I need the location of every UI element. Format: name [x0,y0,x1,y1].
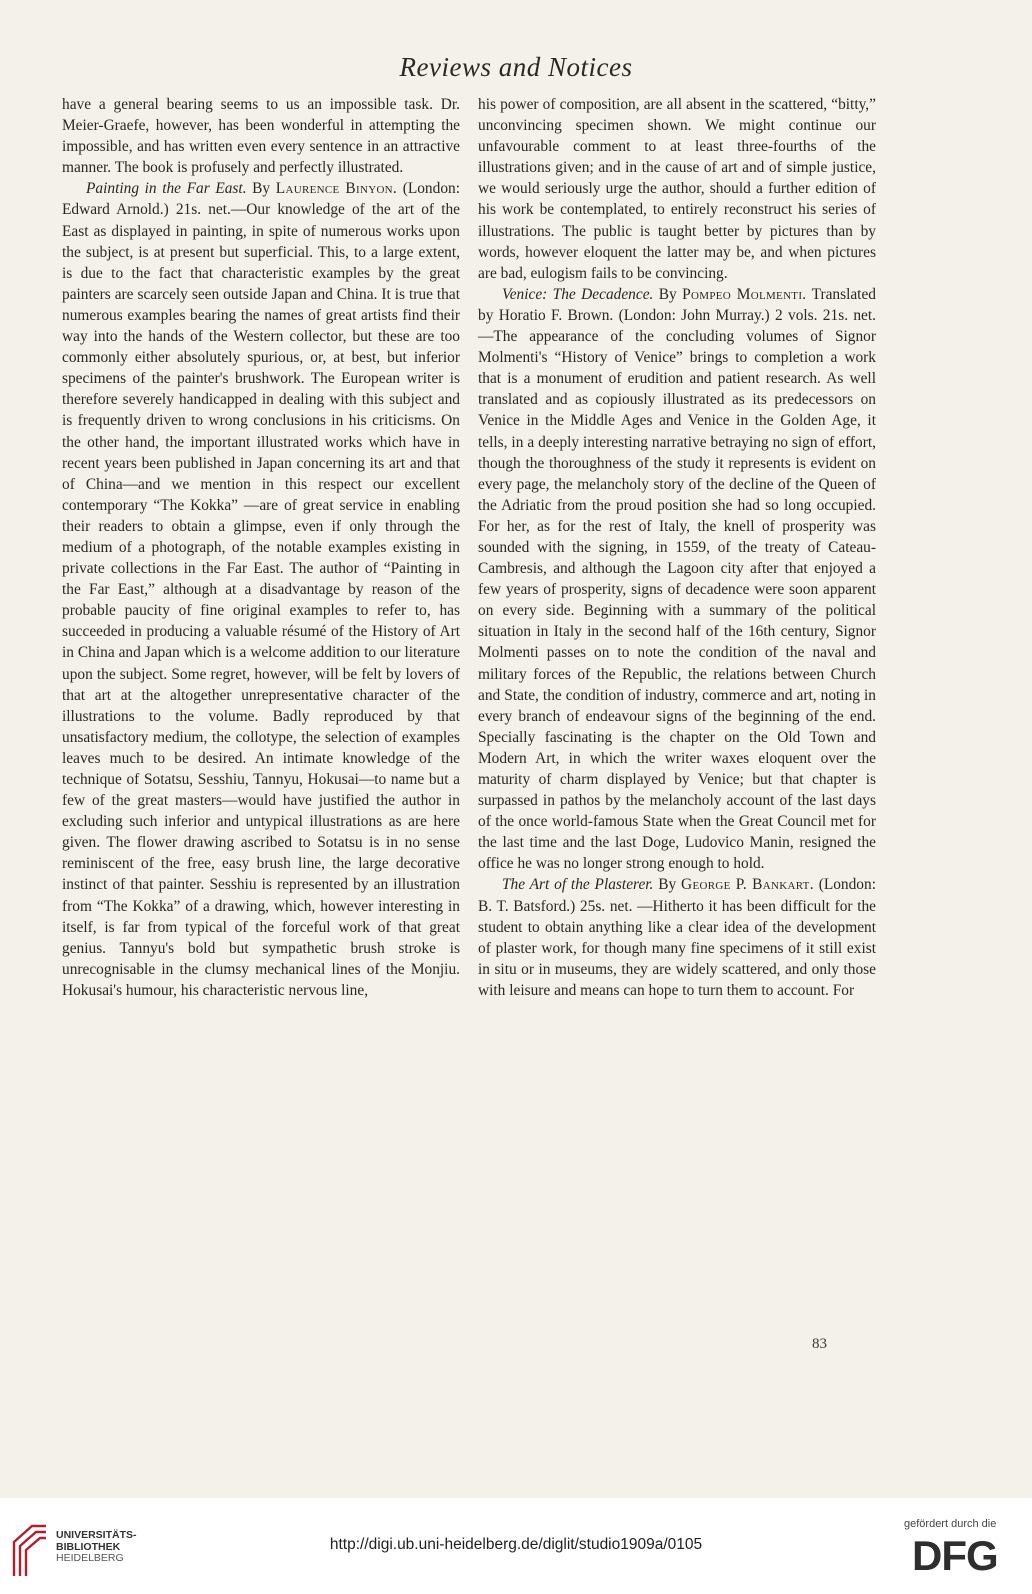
review-author: George P. Bankart. [681,876,814,894]
review-title: Painting in the Far East. [86,180,247,198]
digitization-footer [0,1498,1032,1594]
paragraph-text: (London: Edward Arnold.) 21s. net.—Our knowledge of the art of the East as displayed in painting, in spite of numerous works upon the subject, is at present but superficial. This, to a large extent, is due to the fact that characteristic examples by the great painters are scarcely seen outside Japan and China. It is true that numerous examples bearing the names of great artists find their way into the hands of the Western collector, but these are too commonly either absolutely spurious, or, at best, but inferior specimens of the painter's brushwork. The European writer is therefore severely handicapped in dealing with this subject and is frequently driven to wrong conclusions in his criticisms. On the other hand, the important illustrated works which have in recent years been published in Japan concerning its art and that of China—and we mention in this respect our excellent contemporary “The Kokka” —are of great service in enabling their readers to obtain a glimpse, even if only through the medium of a photograph, of the notable examples existing in private collections in the Far East. The author of “Painting in the Far East,” although at a disadvantage by reason of the probable paucity of fine original examples to refer to, has succeeded in producing a valuable résumé of the History of Art in China and Japan which is a welcome addition to our literature upon the subject. Some regret, however, will be felt by lovers of that art at the altogether unrepresentative character of the illustrations to the volume. Badly reproduced by that unsatisfactory medium, the collotype, the selection of examples leaves much to be desired. An intimate knowledge of the technique of Sotatsu, Sesshiu, Tannyu, Hokusai—to name but a few of the great masters—would have justified the author in excluding such inferior and untypical illustrations as are here given. The flower drawing ascribed to Sotatsu is in no sense reminiscent of the free, easy brush line, the large decorative instinct of that painter. Sesshiu is represented by an illustration from “The Kokka” of a drawing, which, however interesting in itself, is far from typical of the forceful work of that great genius. Tannyu's bold but sympathetic brush stroke is unrecognisable in the clumsy mechanical lines of the Monjiu. Hokusai's humour, his characteristic nervous line, [62,180,460,999]
right-paragraph-3 [478,874,876,1001]
paragraph-text: (London: B. T. Batsford.) 25s. net. —Hitherto it has been difficult for the student to obtain anything like a clear idea of the development of plaster work, for though many fine specimens of it still exist in situ or in museums, they are widely scattered, and only those with leisure and means can hope to turn them to account. For [478,876,876,999]
library-name-line: BIBLIOTHEK [56,1540,121,1553]
library-name-line: HEIDELBERG [56,1552,124,1564]
review-author: Laurence Binyon. [275,180,398,198]
paragraph-text: his power of composition, are all absent in the scattered, “bitty,” unconvincing specimen shown. We might continue our unfavourable comment to at least three-fourths of the illustrations given; and in the cause of art and of simple justice, we would seriously urge the author, should a further edition of his work be contemplated, to entirely reconstruct his series of illustrations. The public is taught better by pictures than by words, however eloquent the latter may be, and when pictures are bad, eulogism fails to be convincing. [478,96,876,282]
source-url-link[interactable]: http://digi.ub.uni-heidelberg.de/diglit/studio1909a/0105 [329,1536,703,1553]
running-head: Reviews and Notices [399,52,633,82]
review-title: Venice: The Decadence. [502,285,654,303]
by-word: By [252,180,271,198]
left-paragraph-1 [62,94,460,178]
by-word: By [658,285,677,303]
funding-caption: gefördert durch die [904,1518,997,1530]
right-paragraph-2 [478,284,876,875]
paragraph-text: have a general bearing seems to us an impossible task. Dr. Meier-Graefe, however, has been wonderful in attempting the impossible, and has written even every sentence in an attractive manner. The book is profusely and perfectly illustrated. [62,96,460,177]
library-name-line: UNIVERSITÄTS- [56,1529,137,1541]
right-paragraph-1 [478,94,876,284]
review-author: Pompeo Molmenti. [682,285,807,303]
paragraph-text: Translated by Horatio F. Brown. (London: John Murray.) 2 vols. 21s. net.—The appearance of the concluding volumes of Signor Molmenti's “History of Venice” brings to completion a work that is a monument of erudition and patient research. As well translated and as copiously illustrated as its predecessors on Venice in the Middle Ages and Venice in the Golden Age, it tells, in a deeply interesting narrative betraying no sign of effort, though the thoroughness of the study it represents is evident on every page, the melancholy story of the decline of the Queen of the Adriatic from the proud position she had so long occupied. For her, as for the rest of Italy, the knell of prosperity was sounded with the signing, in 1559, of the treaty of Cateau-Cambresis, and although the Lagoon city after that enjoyed a few years of prosperity, signs of decadence were soon apparent on every side. Beginning with a summary of the political situation in Italy in the second half of the 16th century, Signor Molmenti passes on to note the condition of the naval and military forces of the Republic, the relations between Church and State, the condition of industry, commerce and art, noting in every branch of endeavour signs of the beginning of the end. Specially fascinating is the chapter on the Old Town and Modern Art, in which the writer waxes eloquent over the maturity of charm displayed by Venice; but that chapter is surpassed in pathos by the melancholy account of the last days of the once world-famous State when the Great Council met for the last time and the last Doge, Ludovico Manin, resigned the office he was no longer strong enough to hold. [478,285,876,873]
left-column [62,94,460,1001]
left-paragraph-2 [62,178,460,1001]
right-column [478,94,876,1001]
dfg-logo-icon: DFG [912,1532,998,1579]
by-word: By [658,876,677,894]
review-title: The Art of the Plasterer. [502,876,654,894]
page-number: 83 [812,1336,827,1352]
